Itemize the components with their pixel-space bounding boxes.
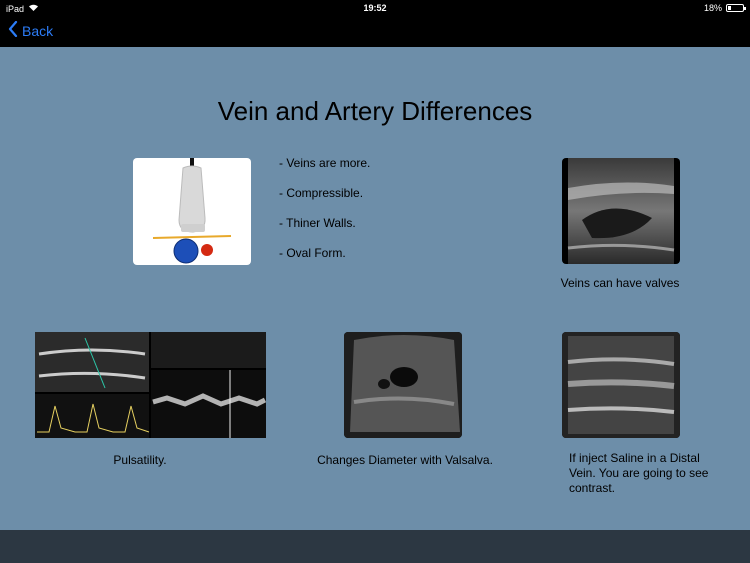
ultrasound-doppler-image[interactable] [35,332,266,438]
probe-illustration [133,158,251,265]
device-label: iPad [6,3,25,14]
caption-valsalva: Changes Diameter with Valsalva. [317,453,493,467]
feature-list [279,156,370,276]
battery-icon [726,4,744,12]
caption-saline: If inject Saline in a Distal Vein. You are going to see contrast. [569,451,709,495]
clock: 19:52 [363,3,387,13]
caption-valves: Veins can have valves [560,276,680,290]
status-bar [0,0,750,16]
page-title: Vein and Artery Differences [217,96,533,126]
ultrasound-valves-image[interactable] [562,158,680,264]
ultrasound-saline-image[interactable] [562,332,680,438]
ultrasound-valsalva-image[interactable] [344,332,462,438]
feature-item: - Veins are more. [279,156,371,170]
bottom-bar [0,530,750,563]
chevron-left-icon [8,21,18,40]
feature-item: - Thiner Walls. [279,216,356,230]
battery-percent: 18% [703,3,722,13]
feature-item: - Compressible. [279,186,364,200]
feature-item: - Oval Form. [279,246,346,260]
caption-pulsatility: Pulsatility. [113,453,167,467]
back-button[interactable] [8,21,53,40]
back-label: Back [22,22,54,39]
navigation-bar [0,16,750,47]
